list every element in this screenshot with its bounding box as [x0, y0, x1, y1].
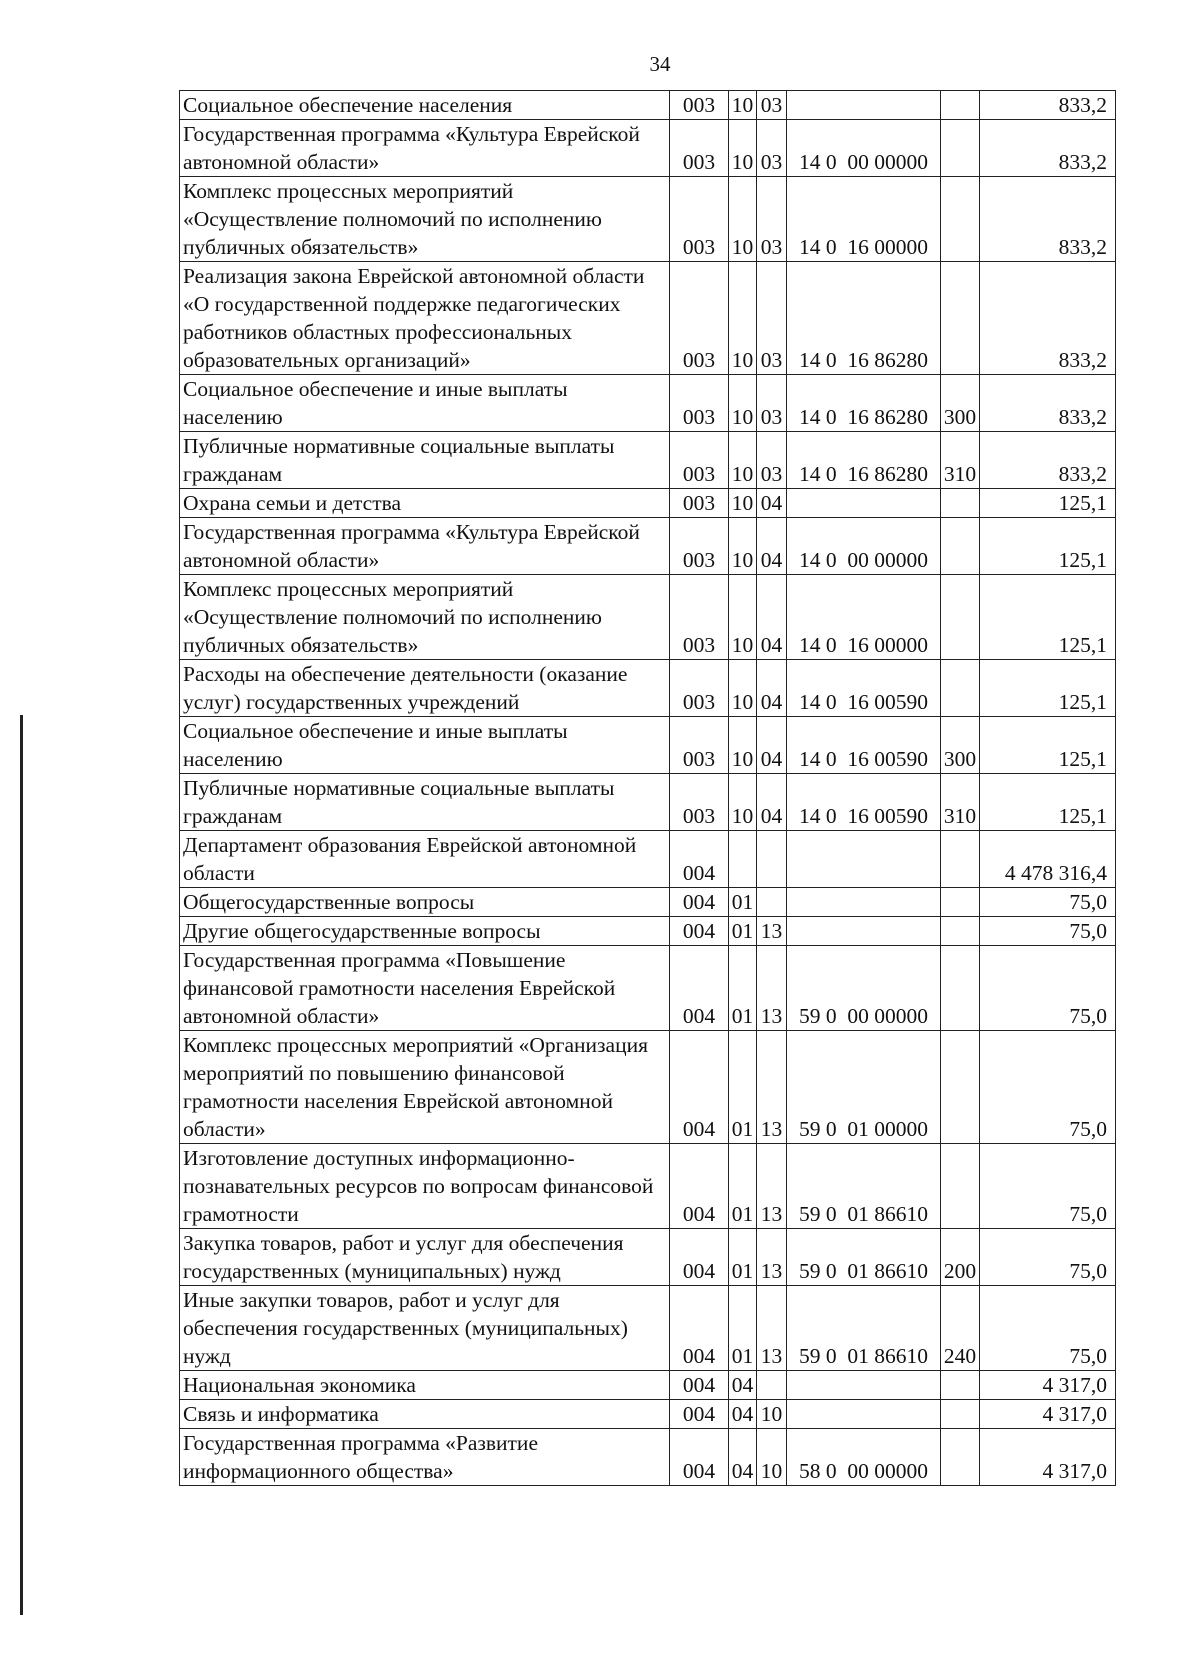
row-rz-code: 10: [729, 717, 757, 774]
row-pr-code: 03: [757, 120, 787, 177]
row-rz-code: 01: [729, 888, 757, 917]
row-gr-code: 003: [670, 774, 729, 831]
table-row: [180, 1429, 1116, 1486]
row-rz-code: 10: [729, 575, 757, 660]
row-sum: 125,1: [980, 489, 1116, 518]
row-sum: 4 317,0: [980, 1400, 1116, 1429]
row-gr-code: 003: [670, 575, 729, 660]
row-name: Реализация закона Еврейской автономной области «О государственной поддержке педагогических работников областных профессиональных образовательных организаций»: [180, 262, 670, 375]
row-sum: 75,0: [980, 888, 1116, 917]
row-pr-code: [757, 831, 787, 888]
table-row: [180, 1286, 1116, 1371]
row-vr-code: [941, 1031, 980, 1144]
table-row: [180, 575, 1116, 660]
row-cs-code: 14 0 16 00590: [787, 660, 941, 717]
table-row: [180, 917, 1116, 946]
row-gr-code: 003: [670, 375, 729, 432]
row-pr-code: 13: [757, 1286, 787, 1371]
row-cs-code: [787, 888, 941, 917]
row-pr-code: 13: [757, 1031, 787, 1144]
row-vr-code: [941, 575, 980, 660]
row-name: Публичные нормативные социальные выплаты гражданам: [180, 774, 670, 831]
row-sum: 833,2: [980, 432, 1116, 489]
row-vr-code: [941, 120, 980, 177]
row-vr-code: [941, 518, 980, 575]
row-rz-code: 01: [729, 946, 757, 1031]
row-gr-code: 004: [670, 1144, 729, 1229]
row-pr-code: [757, 888, 787, 917]
row-cs-code: 14 0 16 00590: [787, 774, 941, 831]
table-row: [180, 489, 1116, 518]
row-rz-code: 10: [729, 489, 757, 518]
table-row: [180, 660, 1116, 717]
row-cs-code: 14 0 16 86280: [787, 262, 941, 375]
row-name: Общегосударственные вопросы: [180, 888, 670, 917]
row-cs-code: 14 0 16 00590: [787, 717, 941, 774]
row-gr-code: 003: [670, 432, 729, 489]
row-sum: 75,0: [980, 1144, 1116, 1229]
row-sum: 833,2: [980, 120, 1116, 177]
row-sum: 4 317,0: [980, 1371, 1116, 1400]
row-sum: 125,1: [980, 774, 1116, 831]
row-name: Иные закупки товаров, работ и услуг для обеспечения государственных (муниципальных) нужд: [180, 1286, 670, 1371]
row-pr-code: 10: [757, 1400, 787, 1429]
row-name: Социальное обеспечение населения: [180, 91, 670, 120]
row-cs-code: 14 0 16 86280: [787, 432, 941, 489]
row-cs-code: 14 0 00 00000: [787, 518, 941, 575]
row-cs-code: 59 0 01 86610: [787, 1229, 941, 1286]
row-vr-code: [941, 946, 980, 1031]
row-name: Изготовление доступных информационно-познавательных ресурсов по вопросам финансовой грамотности: [180, 1144, 670, 1229]
row-rz-code: 01: [729, 917, 757, 946]
row-pr-code: 13: [757, 917, 787, 946]
table-row: [180, 432, 1116, 489]
row-rz-code: 01: [729, 1229, 757, 1286]
budget-table: [179, 90, 1116, 1486]
row-gr-code: 004: [670, 1031, 729, 1144]
row-gr-code: 003: [670, 262, 729, 375]
row-cs-code: [787, 831, 941, 888]
row-vr-code: 240: [941, 1286, 980, 1371]
row-rz-code: [729, 831, 757, 888]
row-vr-code: [941, 1144, 980, 1229]
table-row: [180, 888, 1116, 917]
row-pr-code: 03: [757, 177, 787, 262]
table-row: [180, 717, 1116, 774]
row-pr-code: 03: [757, 432, 787, 489]
table-row: [180, 375, 1116, 432]
row-gr-code: 004: [670, 917, 729, 946]
row-cs-code: [787, 91, 941, 120]
row-name: Государственная программа «Повышение финансовой грамотности населения Еврейской автономной области»: [180, 946, 670, 1031]
row-gr-code: 003: [670, 717, 729, 774]
row-name: Государственная программа «Культура Еврейской автономной области»: [180, 518, 670, 575]
row-rz-code: 10: [729, 91, 757, 120]
row-rz-code: 10: [729, 432, 757, 489]
row-gr-code: 003: [670, 518, 729, 575]
binding-edge-line: [20, 715, 23, 1615]
row-cs-code: 59 0 01 86610: [787, 1286, 941, 1371]
row-vr-code: 300: [941, 375, 980, 432]
row-sum: 125,1: [980, 660, 1116, 717]
row-cs-code: 14 0 16 86280: [787, 375, 941, 432]
row-vr-code: [941, 917, 980, 946]
row-pr-code: 04: [757, 717, 787, 774]
row-cs-code: 58 0 00 00000: [787, 1429, 941, 1486]
row-pr-code: 04: [757, 575, 787, 660]
row-rz-code: 10: [729, 774, 757, 831]
row-vr-code: [941, 91, 980, 120]
row-sum: 833,2: [980, 262, 1116, 375]
row-rz-code: 10: [729, 660, 757, 717]
row-cs-code: 14 0 00 00000: [787, 120, 941, 177]
table-row: [180, 177, 1116, 262]
row-name: Социальное обеспечение и иные выплаты населению: [180, 375, 670, 432]
row-sum: 4 317,0: [980, 1429, 1116, 1486]
row-name: Комплекс процессных мероприятий «Осуществление полномочий по исполнению публичных обязательств»: [180, 575, 670, 660]
row-gr-code: 003: [670, 660, 729, 717]
row-gr-code: 004: [670, 1429, 729, 1486]
row-sum: 833,2: [980, 375, 1116, 432]
table-row: [180, 1371, 1116, 1400]
row-gr-code: 004: [670, 831, 729, 888]
row-gr-code: 003: [670, 91, 729, 120]
table-row: [180, 1031, 1116, 1144]
row-pr-code: 03: [757, 262, 787, 375]
row-vr-code: [941, 1429, 980, 1486]
table-row: [180, 518, 1116, 575]
row-sum: 4 478 316,4: [980, 831, 1116, 888]
row-gr-code: 003: [670, 177, 729, 262]
budget-table-body: [180, 91, 1116, 1486]
row-name: Другие общегосударственные вопросы: [180, 917, 670, 946]
row-rz-code: 10: [729, 177, 757, 262]
row-gr-code: 004: [670, 888, 729, 917]
row-vr-code: [941, 489, 980, 518]
row-rz-code: 04: [729, 1429, 757, 1486]
row-sum: 75,0: [980, 917, 1116, 946]
row-gr-code: 004: [670, 1400, 729, 1429]
row-rz-code: 10: [729, 518, 757, 575]
row-pr-code: 04: [757, 660, 787, 717]
row-cs-code: [787, 1371, 941, 1400]
row-cs-code: 59 0 00 00000: [787, 946, 941, 1031]
row-pr-code: 04: [757, 774, 787, 831]
row-cs-code: [787, 1400, 941, 1429]
row-name: Расходы на обеспечение деятельности (оказание услуг) государственных учреждений: [180, 660, 670, 717]
row-pr-code: 04: [757, 489, 787, 518]
row-sum: 125,1: [980, 575, 1116, 660]
row-cs-code: [787, 489, 941, 518]
row-name: Связь и информатика: [180, 1400, 670, 1429]
row-pr-code: 13: [757, 1144, 787, 1229]
row-pr-code: 03: [757, 91, 787, 120]
row-cs-code: 14 0 16 00000: [787, 177, 941, 262]
row-pr-code: 13: [757, 946, 787, 1031]
row-rz-code: 10: [729, 120, 757, 177]
row-cs-code: 59 0 01 00000: [787, 1031, 941, 1144]
row-name: Комплекс процессных мероприятий «Организация мероприятий по повышению финансовой грамотности населения Еврейской автономной области»: [180, 1031, 670, 1144]
row-pr-code: [757, 1371, 787, 1400]
row-vr-code: 310: [941, 774, 980, 831]
row-vr-code: [941, 831, 980, 888]
row-rz-code: 10: [729, 262, 757, 375]
row-vr-code: [941, 177, 980, 262]
row-rz-code: 01: [729, 1144, 757, 1229]
row-vr-code: 200: [941, 1229, 980, 1286]
row-sum: 75,0: [980, 1031, 1116, 1144]
row-vr-code: 300: [941, 717, 980, 774]
row-sum: 833,2: [980, 177, 1116, 262]
row-pr-code: 13: [757, 1229, 787, 1286]
row-cs-code: 59 0 01 86610: [787, 1144, 941, 1229]
row-pr-code: 03: [757, 375, 787, 432]
row-rz-code: 04: [729, 1400, 757, 1429]
table-row: [180, 774, 1116, 831]
row-vr-code: [941, 262, 980, 375]
table-row: [180, 120, 1116, 177]
row-name: Государственная программа «Развитие информационного общества»: [180, 1429, 670, 1486]
row-sum: 125,1: [980, 518, 1116, 575]
table-row: [180, 831, 1116, 888]
row-name: Государственная программа «Культура Еврейской автономной области»: [180, 120, 670, 177]
row-gr-code: 004: [670, 1371, 729, 1400]
page-number: 34: [649, 52, 671, 76]
row-vr-code: [941, 888, 980, 917]
row-sum: 833,2: [980, 91, 1116, 120]
table-row: [180, 1229, 1116, 1286]
row-vr-code: 310: [941, 432, 980, 489]
row-gr-code: 004: [670, 1286, 729, 1371]
row-gr-code: 003: [670, 120, 729, 177]
row-vr-code: [941, 660, 980, 717]
row-name: Национальная экономика: [180, 1371, 670, 1400]
row-name: Публичные нормативные социальные выплаты гражданам: [180, 432, 670, 489]
row-rz-code: 01: [729, 1286, 757, 1371]
row-pr-code: 10: [757, 1429, 787, 1486]
row-vr-code: [941, 1400, 980, 1429]
table-row: [180, 1144, 1116, 1229]
row-sum: 75,0: [980, 1229, 1116, 1286]
row-sum: 75,0: [980, 1286, 1116, 1371]
row-sum: 75,0: [980, 946, 1116, 1031]
table-row: [180, 1400, 1116, 1429]
row-gr-code: 004: [670, 1229, 729, 1286]
row-cs-code: [787, 917, 941, 946]
table-row: [180, 946, 1116, 1031]
row-name: Социальное обеспечение и иные выплаты населению: [180, 717, 670, 774]
row-sum: 125,1: [980, 717, 1116, 774]
row-gr-code: 003: [670, 489, 729, 518]
row-rz-code: 01: [729, 1031, 757, 1144]
table-row: [180, 91, 1116, 120]
row-name: Закупка товаров, работ и услуг для обеспечения государственных (муниципальных) нужд: [180, 1229, 670, 1286]
row-vr-code: [941, 1371, 980, 1400]
table-row: [180, 262, 1116, 375]
row-name: Охрана семьи и детства: [180, 489, 670, 518]
row-rz-code: 04: [729, 1371, 757, 1400]
row-pr-code: 04: [757, 518, 787, 575]
row-name: Департамент образования Еврейской автономной области: [180, 831, 670, 888]
row-gr-code: 004: [670, 946, 729, 1031]
row-name: Комплекс процессных мероприятий «Осуществление полномочий по исполнению публичных обязательств»: [180, 177, 670, 262]
row-rz-code: 10: [729, 375, 757, 432]
row-cs-code: 14 0 16 00000: [787, 575, 941, 660]
